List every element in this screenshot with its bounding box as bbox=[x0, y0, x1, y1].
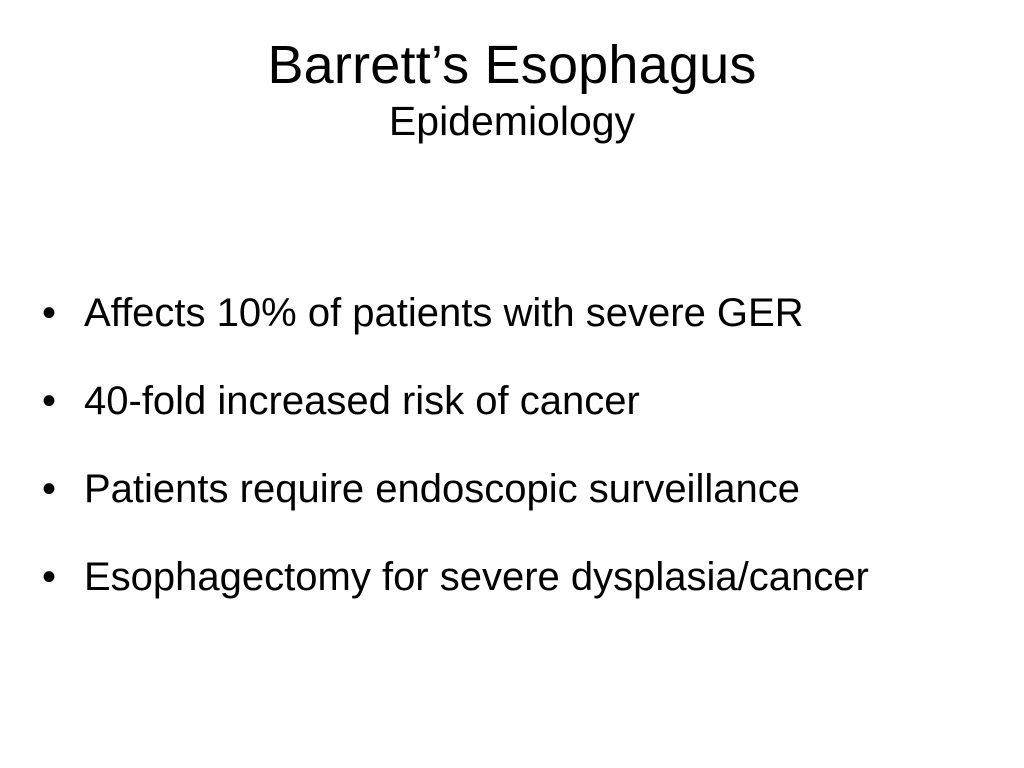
slide-subtitle: Epidemiology bbox=[388, 98, 636, 144]
bullet-icon: • bbox=[42, 291, 57, 335]
bullet-icon: • bbox=[42, 555, 57, 599]
bullet-item bbox=[42, 376, 1002, 464]
title-block bbox=[0, 34, 1024, 146]
bullet-list bbox=[42, 288, 1002, 640]
bullet-item bbox=[42, 288, 1002, 376]
bullet-text: Esophagectomy for severe dysplasia/cancer bbox=[84, 555, 869, 599]
bullet-text: Patients require endoscopic surveillance bbox=[84, 467, 800, 511]
slide-title: Barrett’s Esophagus bbox=[267, 35, 757, 95]
bullet-item bbox=[42, 464, 1002, 552]
bullet-item bbox=[42, 552, 1002, 640]
bullet-text: Affects 10% of patients with severe GER bbox=[84, 291, 804, 335]
bullet-text: 40-fold increased risk of cancer bbox=[84, 379, 640, 423]
bullet-icon: • bbox=[42, 379, 57, 423]
bullet-icon: • bbox=[42, 467, 57, 511]
